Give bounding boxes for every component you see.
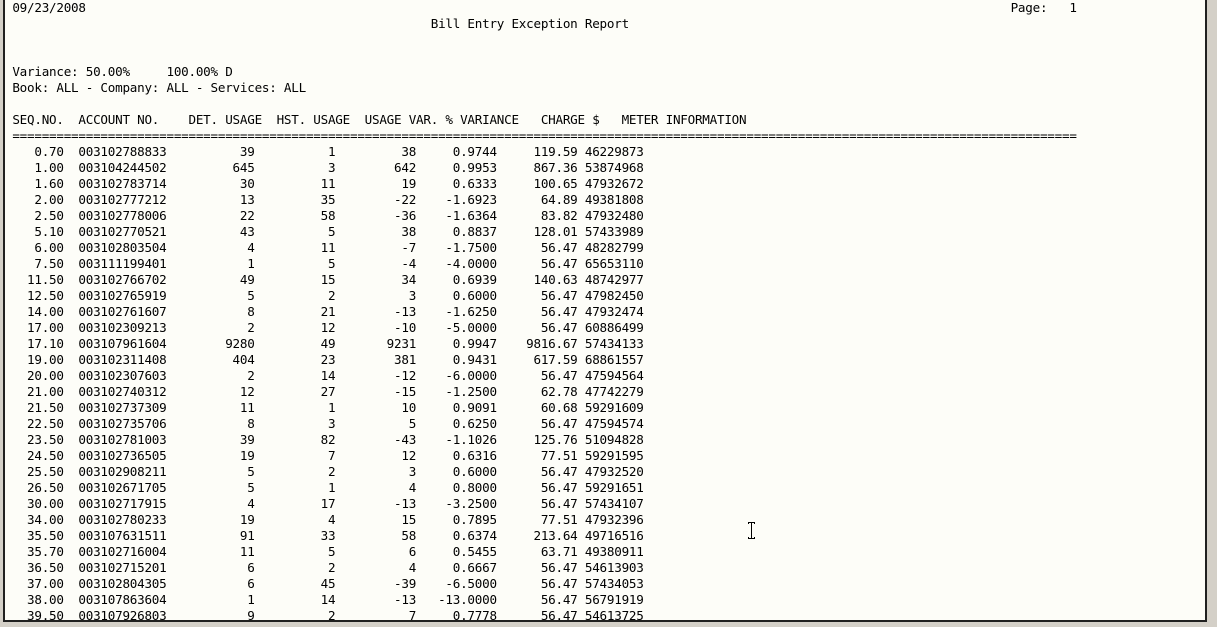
table-row: 19.00 003102311408 404 23 381 0.9431 617.59 68861557 [5, 352, 644, 367]
report-title-line: Bill Entry Exception Report [5, 16, 629, 31]
table-row: 17.00 003102309213 2 12 -10 -5.0000 56.47 60886499 [5, 320, 644, 335]
table-row: 30.00 003102717915 4 17 -13 -3.2500 56.47 57434107 [5, 496, 644, 511]
table-row: 14.00 003102761607 8 21 -13 -1.6250 56.47 47932474 [5, 304, 644, 319]
report-header-date-page-line: 09/23/2008 Page: 1 [5, 0, 1077, 15]
table-row: 35.50 003107631511 91 33 58 0.6374 213.64 49716516 [5, 528, 644, 543]
table-row: 34.00 003102780233 19 4 15 0.7895 77.51 47932396 [5, 512, 644, 527]
table-row: 11.50 003102766702 49 15 34 0.6939 140.63 48742977 [5, 272, 644, 287]
table-row: 21.50 003102737309 11 1 10 0.9091 60.68 59291609 [5, 400, 644, 415]
table-row: 1.00 003104244502 645 3 642 0.9953 867.36 53874968 [5, 160, 644, 175]
table-row: 2.50 003102778006 22 58 -36 -1.6364 83.82 47932480 [5, 208, 644, 223]
variance-filter-line: Variance: 50.00% 100.00% D [5, 64, 233, 79]
table-row: 0.70 003102788833 39 1 38 0.9744 119.59 46229873 [5, 144, 644, 159]
table-row: 23.50 003102781003 39 82 -43 -1.1026 125.76 51094828 [5, 432, 644, 447]
table-row: 7.50 003111199401 1 5 -4 -4.0000 56.47 65653110 [5, 256, 644, 271]
table-row: 38.00 003107863604 1 14 -13 -13.0000 56.47 56791919 [5, 592, 644, 607]
book-company-services-line: Book: ALL - Company: ALL - Services: ALL [5, 80, 306, 95]
spacer-line-1 [5, 32, 1205, 48]
table-row: 39.50 003107926803 9 2 7 0.7778 56.47 54613725 [5, 608, 644, 622]
table-row: 36.50 003102715201 6 2 4 0.6667 56.47 54613903 [5, 560, 644, 575]
column-header-line: SEQ.NO. ACCOUNT NO. DET. USAGE HST. USAGE USAGE VAR. % VARIANCE CHARGE $ METER INFORMATION [5, 112, 747, 127]
table-row: 37.00 003102804305 6 45 -39 -6.5000 56.47 57434053 [5, 576, 644, 591]
table-row: 26.50 003102671705 5 1 4 0.8000 56.47 59291651 [5, 480, 644, 495]
spacer-line-2 [5, 48, 1205, 64]
header-separator-line: ================================================================================================================================================= [5, 128, 1077, 143]
table-row: 17.10 003107961604 9280 49 9231 0.9947 9816.67 57434133 [5, 336, 644, 351]
report-page-surface[interactable] [3, 0, 1207, 622]
table-row: 35.70 003102716004 11 5 6 0.5455 63.71 49380911 [5, 544, 644, 559]
table-row: 21.00 003102740312 12 27 -15 -1.2500 62.78 47742279 [5, 384, 644, 399]
table-row: 1.60 003102783714 30 11 19 0.6333 100.65 47932672 [5, 176, 644, 191]
table-row: 6.00 003102803504 4 11 -7 -1.7500 56.47 48282799 [5, 240, 644, 255]
table-row: 5.10 003102770521 43 5 38 0.8837 128.01 57433989 [5, 224, 644, 239]
table-row: 22.50 003102735706 8 3 5 0.6250 56.47 47594574 [5, 416, 644, 431]
table-row: 20.00 003102307603 2 14 -12 -6.0000 56.47 47594564 [5, 368, 644, 383]
report-text-canvas[interactable] [5, 0, 1205, 620]
table-row: 12.50 003102765919 5 2 3 0.6000 56.47 47982450 [5, 288, 644, 303]
table-row: 25.50 003102908211 5 2 3 0.6000 56.47 47932520 [5, 464, 644, 479]
table-row: 2.00 003102777212 13 35 -22 -1.6923 64.89 49381808 [5, 192, 644, 207]
table-row: 24.50 003102736505 19 7 12 0.6316 77.51 59291595 [5, 448, 644, 463]
spacer-line-3 [5, 96, 1205, 112]
